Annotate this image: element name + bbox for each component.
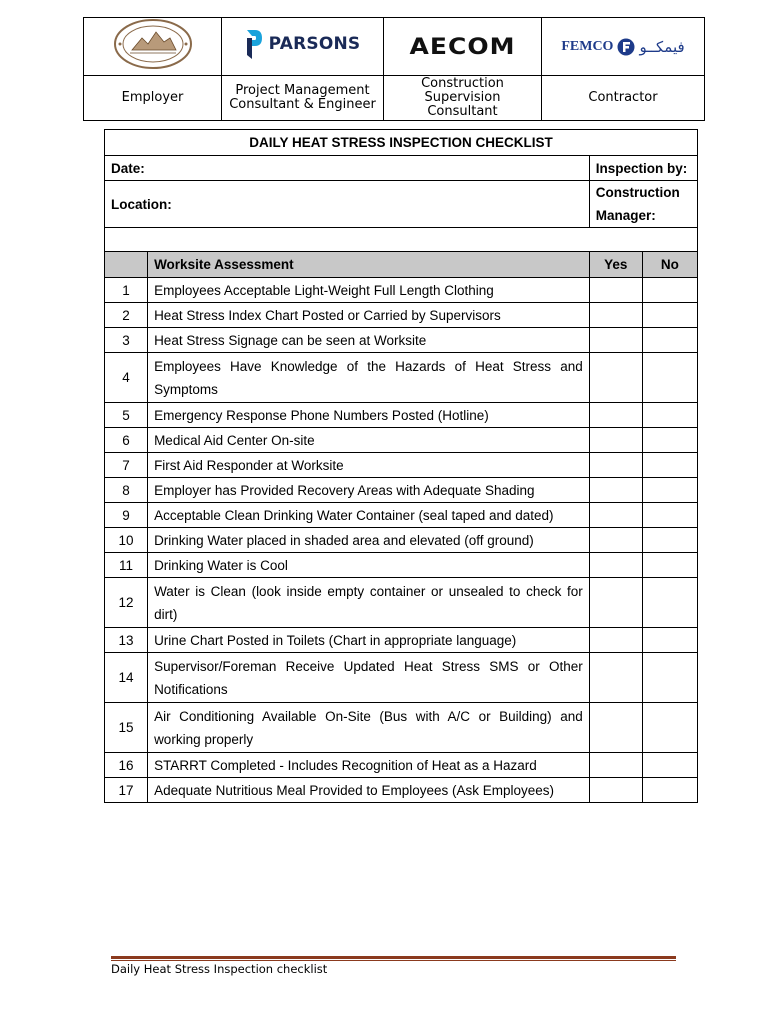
item-text: Adequate Nutritious Meal Provided to Employees (Ask Employees) [148, 778, 590, 803]
column-header-no: No [642, 252, 697, 278]
item-text: Heat Stress Signage can be seen at Worksite [148, 328, 590, 353]
yes-checkbox-cell[interactable] [589, 428, 642, 453]
femco-mark-icon [617, 38, 635, 56]
item-number: 1 [105, 278, 148, 303]
footer-rule [111, 956, 676, 961]
yes-checkbox-cell[interactable] [589, 578, 642, 628]
item-text: Acceptable Clean Drinking Water Container (seal taped and dated) [148, 503, 590, 528]
header-logo-table [83, 17, 705, 121]
aecom-wordmark: AECOM [409, 33, 516, 60]
form-title: DAILY HEAT STRESS INSPECTION CHECKLIST [105, 130, 698, 156]
item-number: 15 [105, 703, 148, 753]
table-header-row [105, 252, 698, 278]
no-checkbox-cell[interactable] [642, 403, 697, 428]
table-row [105, 553, 698, 578]
yes-checkbox-cell[interactable] [589, 753, 642, 778]
column-header-number [105, 252, 148, 278]
date-field[interactable]: Date: [105, 156, 590, 181]
item-text: Supervisor/Foreman Receive Updated Heat Stress SMS or Other Notifications [148, 653, 590, 703]
role-csc [384, 76, 542, 121]
item-number: 5 [105, 403, 148, 428]
parsons-mark-icon [245, 28, 263, 60]
employer-logo-cell [84, 18, 222, 76]
item-text: STARRT Completed - Includes Recognition of Heat as a Hazard [148, 753, 590, 778]
yes-checkbox-cell[interactable] [589, 478, 642, 503]
table-row [105, 753, 698, 778]
parsons-wordmark: PARSONS [268, 34, 361, 54]
item-text: Urine Chart Posted in Toilets (Chart in appropriate language) [148, 628, 590, 653]
table-row [105, 403, 698, 428]
item-text: Drinking Water placed in shaded area and elevated (off ground) [148, 528, 590, 553]
no-checkbox-cell[interactable] [642, 353, 697, 403]
no-checkbox-cell[interactable] [642, 653, 697, 703]
yes-checkbox-cell[interactable] [589, 353, 642, 403]
femco-wordmark: FEMCO [561, 39, 614, 54]
parsons-logo [245, 28, 361, 60]
table-row [105, 353, 698, 403]
yes-checkbox-cell[interactable] [589, 303, 642, 328]
aecom-logo-cell [384, 18, 542, 76]
table-row [105, 503, 698, 528]
yes-checkbox-cell[interactable] [589, 453, 642, 478]
item-text: Emergency Response Phone Numbers Posted (Hotline) [148, 403, 590, 428]
item-text: Medical Aid Center On-site [148, 428, 590, 453]
table-row [105, 528, 698, 553]
role-pmc-line: Project Management [235, 83, 370, 98]
role-pmc [222, 76, 384, 121]
yes-checkbox-cell[interactable] [589, 778, 642, 803]
item-number: 10 [105, 528, 148, 553]
femco-arabic-wordmark: فيمكــو [639, 38, 685, 56]
item-number: 6 [105, 428, 148, 453]
yes-checkbox-cell[interactable] [589, 653, 642, 703]
no-checkbox-cell[interactable] [642, 578, 697, 628]
table-row [105, 578, 698, 628]
no-checkbox-cell[interactable] [642, 703, 697, 753]
no-checkbox-cell[interactable] [642, 503, 697, 528]
table-row [105, 453, 698, 478]
table-row [105, 278, 698, 303]
item-text: Employees Acceptable Light-Weight Full Length Clothing [148, 278, 590, 303]
item-number: 4 [105, 353, 148, 403]
role-employer: Employer [84, 76, 222, 121]
table-row [105, 778, 698, 803]
item-number: 14 [105, 653, 148, 703]
item-number: 12 [105, 578, 148, 628]
table-row [105, 653, 698, 703]
table-row [105, 703, 698, 753]
item-number: 9 [105, 503, 148, 528]
checklist-table [104, 129, 698, 803]
item-text: Heat Stress Index Chart Posted or Carried by Supervisors [148, 303, 590, 328]
column-header-yes: Yes [589, 252, 642, 278]
item-number: 16 [105, 753, 148, 778]
item-text: Air Conditioning Available On-Site (Bus with A/C or Building) and working properly [148, 703, 590, 753]
no-checkbox-cell[interactable] [642, 328, 697, 353]
yes-checkbox-cell[interactable] [589, 553, 642, 578]
construction-manager-field[interactable]: Construction Manager: [589, 181, 697, 228]
item-number: 7 [105, 453, 148, 478]
role-csc-line: Supervision [424, 90, 501, 105]
yes-checkbox-cell[interactable] [589, 628, 642, 653]
no-checkbox-cell[interactable] [642, 453, 697, 478]
location-field[interactable]: Location: [105, 181, 590, 228]
parsons-logo-cell [222, 18, 384, 76]
table-row [105, 328, 698, 353]
no-checkbox-cell[interactable] [642, 478, 697, 503]
table-row [105, 478, 698, 503]
role-contractor: Contractor [542, 76, 705, 121]
femco-logo-cell [542, 18, 705, 76]
yes-checkbox-cell[interactable] [589, 503, 642, 528]
item-number: 17 [105, 778, 148, 803]
footer-text: Daily Heat Stress Inspection checklist [111, 962, 328, 976]
no-checkbox-cell[interactable] [642, 303, 697, 328]
yes-checkbox-cell[interactable] [589, 528, 642, 553]
item-number: 13 [105, 628, 148, 653]
blank-row [105, 228, 698, 252]
column-header-assessment: Worksite Assessment [148, 252, 590, 278]
item-number: 2 [105, 303, 148, 328]
inspection-by-field[interactable]: Inspection by: [589, 156, 697, 181]
table-row [105, 303, 698, 328]
yes-checkbox-cell[interactable] [589, 703, 642, 753]
employer-seal-icon [112, 18, 194, 70]
item-number: 11 [105, 553, 148, 578]
yes-checkbox-cell[interactable] [589, 403, 642, 428]
yes-checkbox-cell[interactable] [589, 278, 642, 303]
no-checkbox-cell[interactable] [642, 428, 697, 453]
item-text: First Aid Responder at Worksite [148, 453, 590, 478]
table-row [105, 428, 698, 453]
no-checkbox-cell[interactable] [642, 778, 697, 803]
item-text: Drinking Water is Cool [148, 553, 590, 578]
no-checkbox-cell[interactable] [642, 278, 697, 303]
role-csc-line: Construction [421, 76, 504, 91]
no-checkbox-cell[interactable] [642, 528, 697, 553]
item-text: Employer has Provided Recovery Areas with Adequate Shading [148, 478, 590, 503]
item-number: 8 [105, 478, 148, 503]
table-row [105, 628, 698, 653]
role-pmc-line: Consultant & Engineer [229, 97, 376, 112]
role-csc-line: Consultant [427, 104, 498, 119]
no-checkbox-cell[interactable] [642, 553, 697, 578]
item-text: Employees Have Knowledge of the Hazards of Heat Stress and Symptoms [148, 353, 590, 403]
no-checkbox-cell[interactable] [642, 753, 697, 778]
item-number: 3 [105, 328, 148, 353]
yes-checkbox-cell[interactable] [589, 328, 642, 353]
item-text: Water is Clean (look inside empty container or unsealed to check for dirt) [148, 578, 590, 628]
femco-logo [561, 38, 684, 56]
no-checkbox-cell[interactable] [642, 628, 697, 653]
